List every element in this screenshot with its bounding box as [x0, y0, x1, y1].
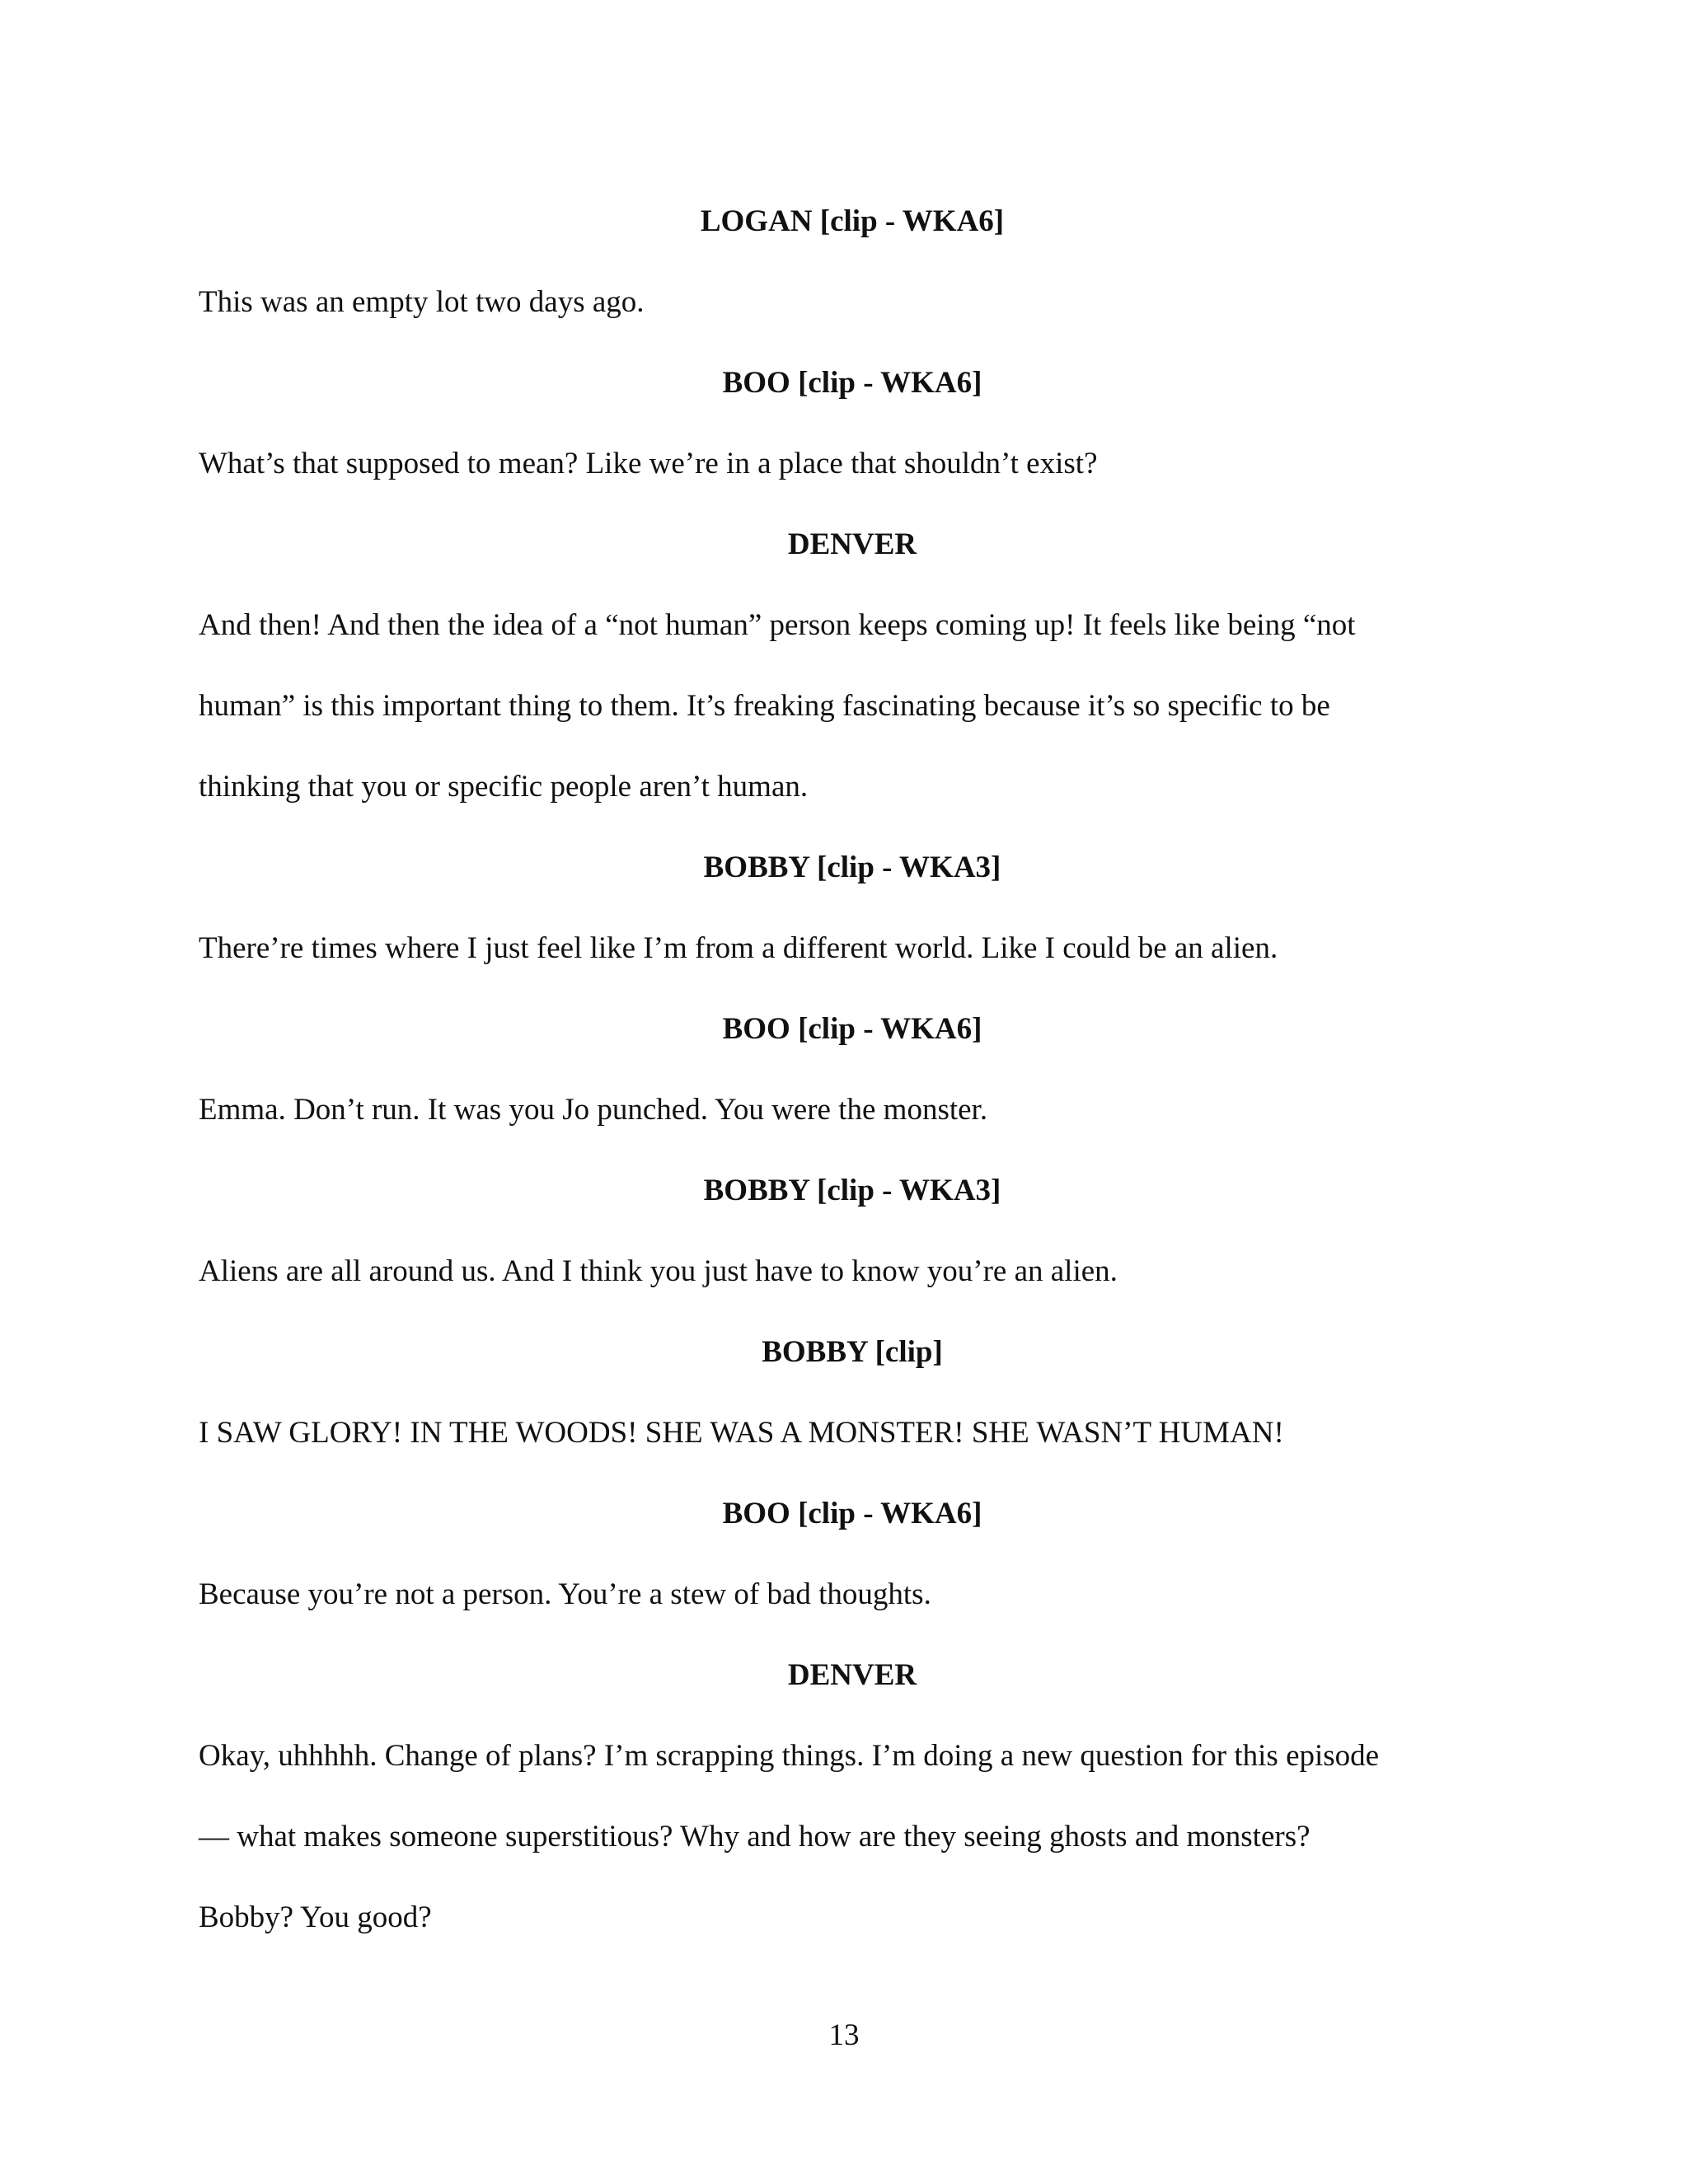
page-number: 13 — [828, 2018, 860, 2052]
speaker-name: DENVER — [787, 527, 917, 561]
speaker-name: BOO [clip - WKA6] — [722, 1497, 982, 1530]
speaker-name: BOO [clip - WKA6] — [722, 366, 982, 400]
script-body — [199, 197, 1484, 1974]
speaker-name: BOBBY [clip] — [762, 1335, 943, 1369]
dialogue-line: Aliens are all around us. And I think you just have to know you’re an alien. — [199, 1254, 1118, 1288]
dialogue-line: thinking that you or specific people aren’t human. — [199, 770, 809, 804]
dialogue-line: There’re times where I just feel like I’m from a different world. Like I could be an alien. — [199, 931, 1278, 965]
dialogue-line: — what makes someone superstitious? Why and how are they seeing ghosts and monsters? — [199, 1820, 1311, 1854]
dialogue-line: I SAW GLORY! IN THE WOODS! SHE WAS A MONSTER! SHE WASN’T HUMAN! — [199, 1416, 1284, 1450]
speaker-name: LOGAN [clip - WKA6] — [700, 204, 1005, 238]
dialogue-line: And then! And then the idea of a “not human” person keeps coming up! It feels like being “not — [199, 608, 1356, 642]
speaker-name: BOBBY [clip - WKA3] — [703, 1174, 1001, 1207]
dialogue-line: What’s that supposed to mean? Like we’re in a place that shouldn’t exist? — [199, 447, 1098, 480]
dialogue-line: Because you’re not a person. You’re a stew of bad thoughts. — [199, 1577, 931, 1611]
dialogue-line: Emma. Don’t run. It was you Jo punched. You were the monster. — [199, 1093, 988, 1127]
dialogue-line: Okay, uhhhhh. Change of plans? I’m scrapping things. I’m doing a new question for this episode — [199, 1739, 1380, 1773]
speaker-name: DENVER — [787, 1658, 917, 1692]
speaker-name: BOO [clip - WKA6] — [722, 1012, 982, 1046]
dialogue-line: Bobby? You good? — [199, 1900, 432, 1934]
dialogue-line: human” is this important thing to them. It’s freaking fascinating because it’s so specific to be — [199, 689, 1330, 723]
speaker-name: BOBBY [clip - WKA3] — [703, 851, 1001, 884]
dialogue-line: This was an empty lot two days ago. — [199, 285, 645, 319]
